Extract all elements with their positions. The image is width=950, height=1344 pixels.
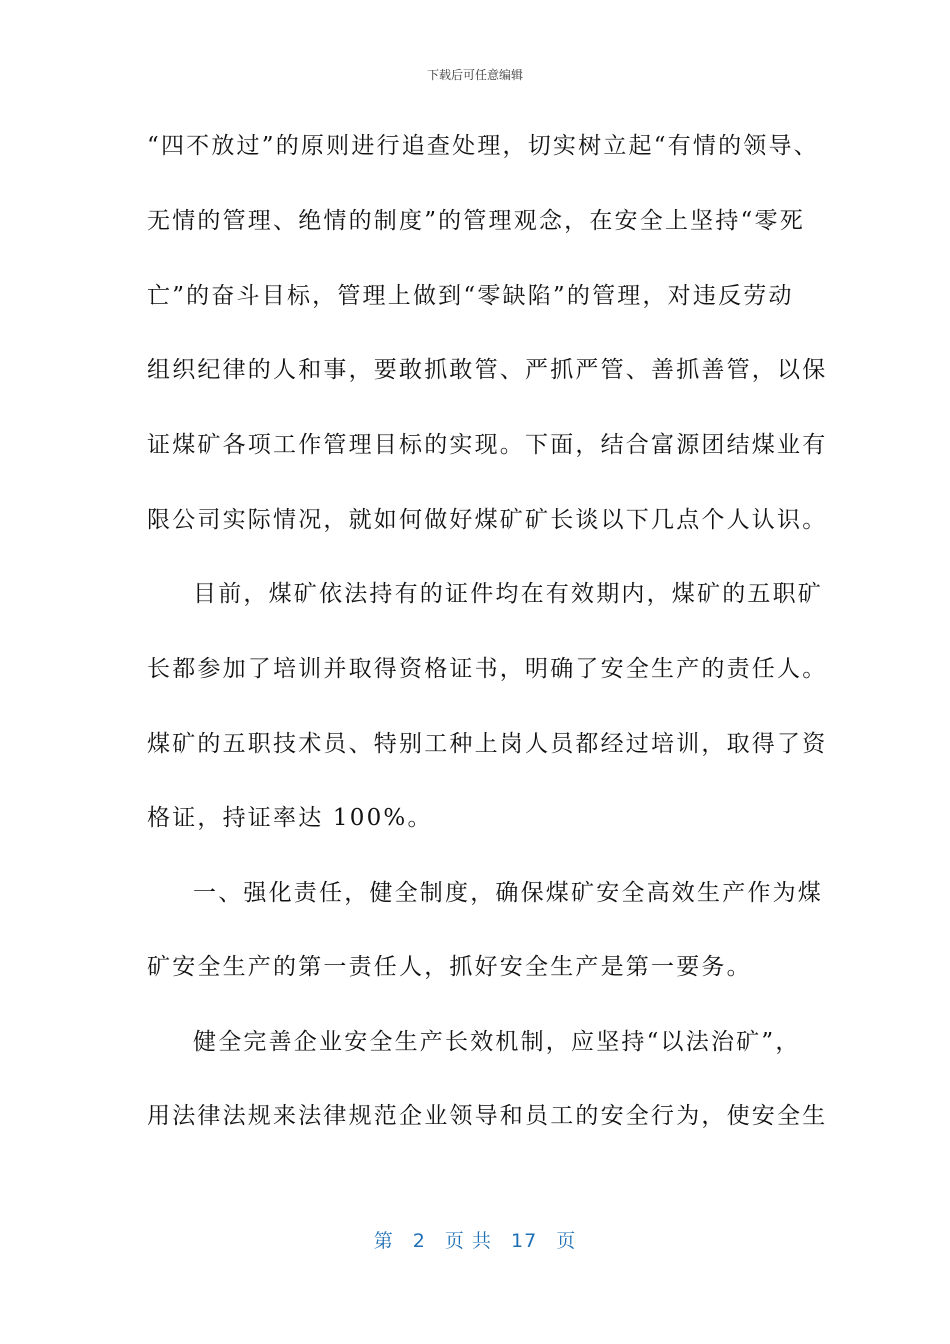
footer-suffix: 页: [556, 1230, 577, 1252]
text-line: 煤矿的五职技术员、特别工种上岗人员都经过培训，取得了资: [147, 731, 828, 757]
text-line: 组织纪律的人和事，要敢抓敢管、严抓严管、善抓善管，以保: [147, 357, 828, 383]
header-note: 下载后可任意编辑: [426, 68, 523, 82]
page-footer: [0, 1226, 950, 1253]
text-line: 证煤矿各项工作管理目标的实现。下面，结合富源团结煤业有: [147, 432, 828, 458]
text-line: 格证，持证率达 100%。: [147, 805, 433, 831]
text-line: 矿安全生产的第一责任人，抓好安全生产是第一要务。: [147, 954, 752, 980]
text-line: 健全完善企业安全生产长效机制，应坚持“以法治矿”，: [193, 1029, 801, 1055]
text-line: 目前，煤矿依法持有的证件均在有效期内，煤矿的五职矿: [193, 581, 823, 607]
text-line: 限公司实际情况，就如何做好煤矿矿长谈以下几点个人认识。: [147, 507, 828, 533]
current-page-number: 2: [412, 1230, 426, 1252]
total-pages: 17: [511, 1230, 538, 1252]
footer-middle: 页 共: [444, 1230, 492, 1252]
text-line: 一、强化责任，健全制度，确保煤矿安全高效生产作为煤: [193, 880, 823, 906]
text-line: 无情的管理、绝情的制度”的管理观念，在安全上坚持“零死: [147, 208, 805, 234]
text-line: 长都参加了培训并取得资格证书，明确了安全生产的责任人。: [147, 656, 828, 682]
text-line: “四不放过”的原则进行追查处理，切实树立起“有情的领导、: [147, 133, 819, 159]
text-line: 亡”的奋斗目标，管理上做到“零缺陷”的管理，对违反劳动: [147, 283, 794, 309]
text-line: 用法律法规来法律规范企业领导和员工的安全行为，使安全生: [147, 1103, 828, 1129]
footer-prefix: 第: [373, 1230, 394, 1252]
